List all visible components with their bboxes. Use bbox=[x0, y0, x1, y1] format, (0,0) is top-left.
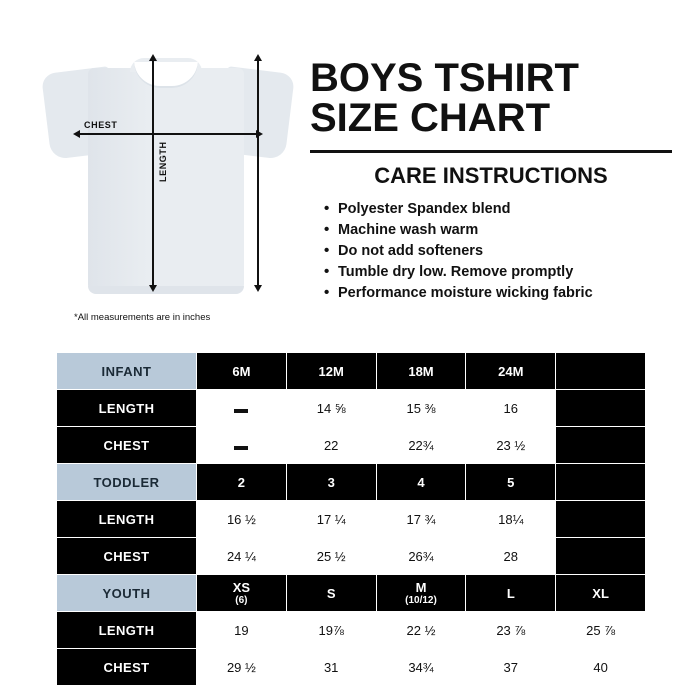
cell-value: 25 ½ bbox=[286, 538, 376, 575]
shirt-body-shading bbox=[88, 68, 148, 294]
size-header: 4 bbox=[376, 464, 466, 501]
group-header-toddler: TODDLER bbox=[57, 464, 197, 501]
size-chart-table bbox=[56, 352, 646, 686]
no-value-dash bbox=[234, 446, 248, 450]
row-label-length: LENGTH bbox=[57, 501, 197, 538]
care-instructions-list bbox=[310, 199, 672, 304]
size-header-label: XS bbox=[232, 580, 251, 595]
cell-value: 19⅞ bbox=[286, 612, 376, 649]
cell-value: 17 ¾ bbox=[376, 501, 466, 538]
care-item: • Do not add softeners bbox=[324, 241, 672, 262]
empty-cell bbox=[556, 353, 646, 390]
care-item: • Machine wash warm bbox=[324, 220, 672, 241]
cell-value: 22¾ bbox=[376, 427, 466, 464]
care-item: • Tumble dry low. Remove promptly bbox=[324, 262, 672, 283]
table-row bbox=[57, 501, 646, 538]
cell-value: 29 ½ bbox=[197, 649, 287, 686]
cell-value: 14 ⅝ bbox=[286, 390, 376, 427]
cell-value: 40 bbox=[556, 649, 646, 686]
group-header-infant: INFANT bbox=[57, 353, 197, 390]
page-title-line2: SIZE CHART bbox=[310, 96, 550, 140]
cell-value: 16 ½ bbox=[197, 501, 287, 538]
size-header: 2 bbox=[197, 464, 287, 501]
cell-value: 25 ⅞ bbox=[556, 612, 646, 649]
table-row bbox=[57, 353, 646, 390]
size-header-label: M bbox=[415, 580, 427, 595]
table-row bbox=[57, 649, 646, 686]
row-label-length: LENGTH bbox=[57, 390, 197, 427]
length-arrow-line bbox=[152, 61, 154, 285]
cell-value: 37 bbox=[466, 649, 556, 686]
info-pane bbox=[300, 44, 672, 340]
length-arrow-head-top bbox=[149, 54, 157, 61]
table-row bbox=[57, 538, 646, 575]
size-header bbox=[376, 575, 466, 612]
size-header: 6M bbox=[197, 353, 287, 390]
overall-length-arrow-head-top bbox=[254, 54, 262, 61]
table-row bbox=[57, 464, 646, 501]
cell-value: 31 bbox=[286, 649, 376, 686]
table-row bbox=[57, 390, 646, 427]
cell-value: 16 bbox=[466, 390, 556, 427]
row-label-chest: CHEST bbox=[57, 427, 197, 464]
size-chart-table-wrap bbox=[56, 352, 646, 686]
size-header: 5 bbox=[466, 464, 556, 501]
size-header: 24M bbox=[466, 353, 556, 390]
size-header: S bbox=[286, 575, 376, 612]
cell-value: 15 ⅜ bbox=[376, 390, 466, 427]
shirt-diagram-pane bbox=[28, 44, 300, 340]
chest-arrow-head-left bbox=[73, 130, 80, 138]
cell-value: 22 ½ bbox=[376, 612, 466, 649]
cell-value: 22 bbox=[286, 427, 376, 464]
size-header: L bbox=[466, 575, 556, 612]
size-header-sub: (10/12) bbox=[405, 595, 437, 606]
shirt-hem bbox=[88, 286, 244, 294]
cell-value: 28 bbox=[466, 538, 556, 575]
size-header bbox=[197, 575, 287, 612]
row-label-length: LENGTH bbox=[57, 612, 197, 649]
shirt-diagram bbox=[42, 44, 292, 294]
overall-length-arrow-line bbox=[257, 61, 259, 285]
row-label-chest: CHEST bbox=[57, 538, 197, 575]
empty-cell bbox=[556, 390, 646, 427]
size-header: XL bbox=[556, 575, 646, 612]
care-item: • Performance moisture wicking fabric bbox=[324, 283, 672, 304]
table-row bbox=[57, 427, 646, 464]
empty-cell bbox=[556, 464, 646, 501]
cell-value: 19 bbox=[197, 612, 287, 649]
length-label: LENGTH bbox=[158, 141, 168, 182]
table-row bbox=[57, 575, 646, 612]
measurement-footnote: *All measurements are in inches bbox=[74, 312, 211, 323]
length-arrow-head-bottom bbox=[149, 285, 157, 292]
cell-value: 23 ½ bbox=[466, 427, 556, 464]
cell-value: 24 ¼ bbox=[197, 538, 287, 575]
chest-arrow-line bbox=[80, 133, 256, 135]
title-divider bbox=[310, 150, 672, 153]
page-title-line1: BOYS TSHIRT bbox=[310, 56, 579, 100]
cell-value: 26¾ bbox=[376, 538, 466, 575]
empty-cell bbox=[556, 538, 646, 575]
cell-value: 34¾ bbox=[376, 649, 466, 686]
empty-cell bbox=[556, 427, 646, 464]
cell-value bbox=[197, 427, 287, 464]
cell-value bbox=[197, 390, 287, 427]
care-item: • Polyester Spandex blend bbox=[324, 199, 672, 220]
row-label-chest: CHEST bbox=[57, 649, 197, 686]
size-header: 3 bbox=[286, 464, 376, 501]
table-row bbox=[57, 612, 646, 649]
group-header-youth: YOUTH bbox=[57, 575, 197, 612]
cell-value: 17 ¼ bbox=[286, 501, 376, 538]
size-header: 12M bbox=[286, 353, 376, 390]
chest-label: CHEST bbox=[84, 120, 118, 130]
empty-cell bbox=[556, 501, 646, 538]
overall-length-arrow-head-bottom bbox=[254, 285, 262, 292]
top-section bbox=[0, 0, 700, 340]
size-header-sub: (6) bbox=[235, 595, 248, 606]
cell-value: 18¼ bbox=[466, 501, 556, 538]
care-instructions-title: CARE INSTRUCTIONS bbox=[374, 163, 608, 188]
size-header: 18M bbox=[376, 353, 466, 390]
no-value-dash bbox=[234, 409, 248, 413]
cell-value: 23 ⅞ bbox=[466, 612, 556, 649]
